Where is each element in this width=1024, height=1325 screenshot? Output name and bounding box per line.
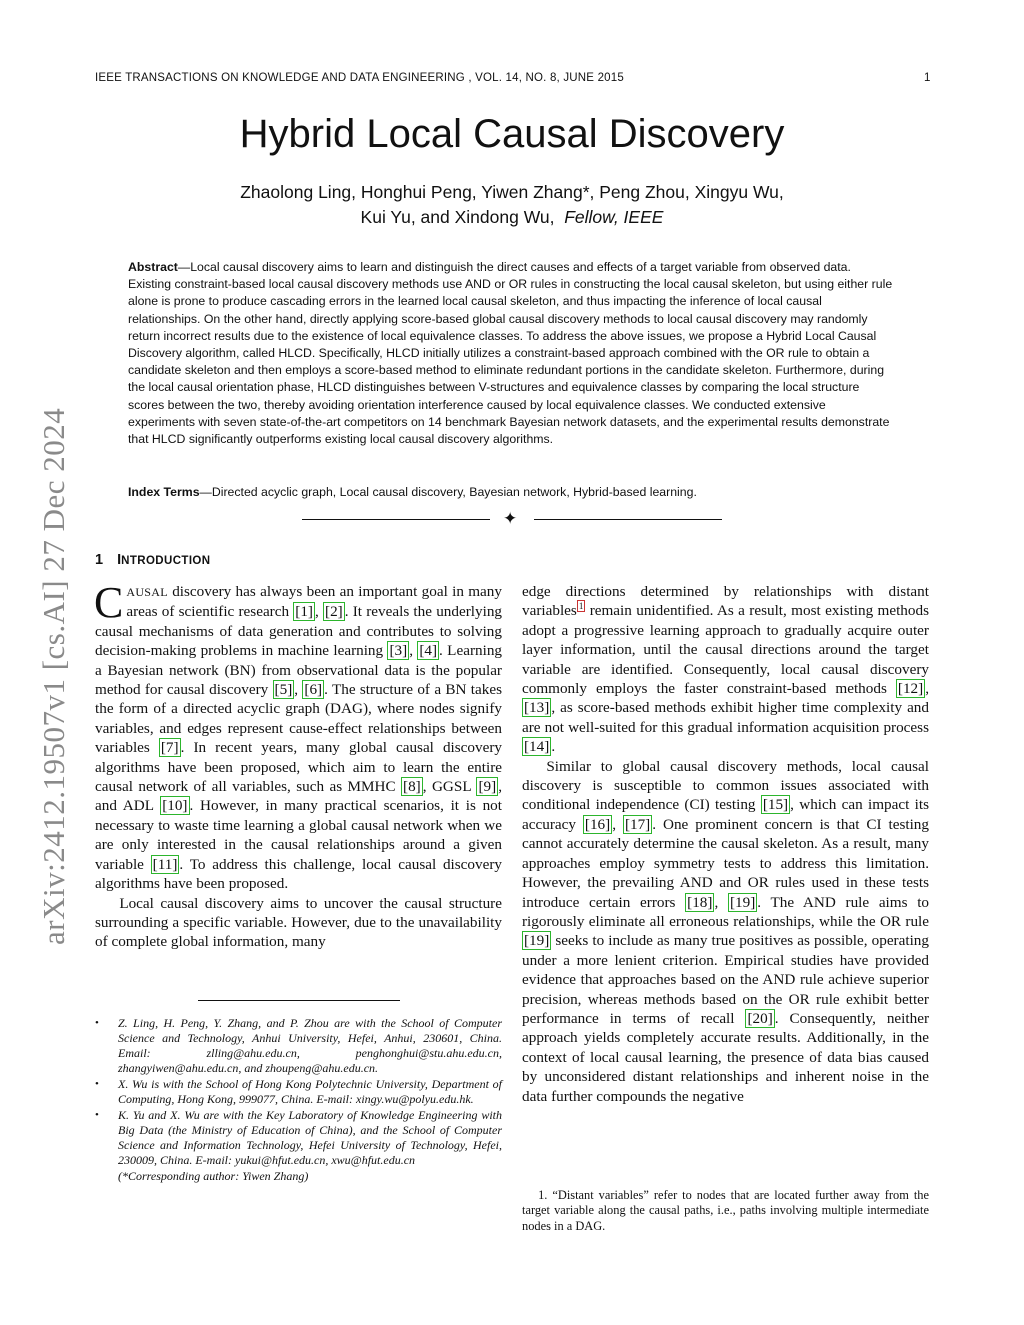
- author-line-2: [0, 205, 1024, 230]
- citation-link[interactable]: [18]: [687, 893, 713, 911]
- left-column: [94, 578, 503, 952]
- citation-link[interactable]: [16]: [584, 815, 611, 833]
- citation-link[interactable]: [11]: [152, 855, 178, 873]
- citation-link[interactable]: [8]: [403, 778, 421, 796]
- arxiv-identifier[interactable]: arXiv:2412.19507v1 [cs.AI] 27 Dec 2024: [36, 407, 71, 945]
- affiliation-item: [95, 1016, 502, 1076]
- citation-link[interactable]: [15]: [762, 796, 789, 814]
- first-word-smallcaps: AUSAL: [126, 585, 168, 599]
- section-title-initial: I: [117, 552, 122, 568]
- abstract: [128, 259, 896, 448]
- affiliation-text: X. Wu is with the School of Hong Kong Polytechnic University, Department of Computing, Hong Kong, 999077, China. E-mail: xingy.wu@polyu.edu.hk.: [118, 1077, 502, 1106]
- citation-link[interactable]: [4]: [419, 642, 438, 660]
- paper-title: Hybrid Local Causal Discovery: [239, 112, 785, 156]
- intro-paragraph-1: CAUSAL discovery has always been an important goal in many areas of scientific research [1] , [2] . It reveals the underlying causal mechanisms of data generation and contributes to solving decision-making problems in machine learning [3] , [4] . Learning a Bayesian network (BN) from observational data is the popular method for causal discovery [5] , [6] . The structure of a BN takes the form of a directed acyclic graph (DAG), where nodes signify variables, and edges represent cause-effect relationships between variables [7] . In recent years, many global causal discovery algorithms have been proposed, which aim to learn the entire causal network of all variables, such as MMHC [8] , GGSL [9] , and ADL [10] . However, in many practical scenarios, it is not necessary to waste time learning a global causal network when we are only interested in the causal relationships around a given variable [11] . To address this challenge, local causal discovery algorithms have been proposed.: [94, 578, 503, 893]
- citation-link[interactable]: [17]: [624, 815, 651, 833]
- intro-paragraph-3: edge directions determined by relationships with distant variables $^1$ remain unidentified. As a result, most existing methods adopt a progressive learning approach to gradually acquire outer layer information, until the causal directions around the target variable are identified. Consequently, local causal discovery commonly employs the faster constraint-based methods [12] , [13] , as score-based methods exhibit higher time complexity and are not well-suited for this gradual information acquisition process [14] .: [522, 583, 929, 756]
- drop-cap: C: [94, 578, 124, 627]
- citation-link[interactable]: [14]: [524, 738, 550, 756]
- citation-link[interactable]: [1]: [295, 603, 313, 621]
- author-list: [0, 180, 1024, 230]
- affiliation-item: [95, 1108, 502, 1168]
- section-divider: [302, 509, 722, 528]
- affiliation-text: K. Yu and X. Wu are with the Key Laboratory of Knowledge Engineering with Big Data (the Ministry of Education of China), and the School of Computer Science and Information Technology, Hefei University of Technology, Hefei, 230009, China. E-mail: yukui@hfut.edu.cn, xwu@hfut.edu.cn: [118, 1108, 502, 1167]
- divider-rule-right: [534, 519, 722, 520]
- citation-link[interactable]: [6]: [304, 681, 323, 699]
- citation-link[interactable]: [9]: [478, 778, 497, 796]
- citation-link[interactable]: [3]: [389, 642, 408, 660]
- bullet-icon: •: [95, 1109, 99, 1121]
- intro-paragraph-4: Similar to global causal discovery methods, local causal discovery is susceptible to common issues associated with conditional independence (CI) testing [15] , which can impact its accuracy [16] , [17] . One prominent concern is that CI testing cannot accurately determine the causal skeleton. As a result, many approaches employ symmetry tests to address this limitation. However, the prevailing AND and OR rules used in these tests introduce certain errors [18] , [19] . The AND rule aims to rigorously eliminate all erroneous relationships, while the OR rule [19] seeks to include as many true positives as possible, operating under a more lenient criterion. Empirical studies have provided evidence that approaches based on the AND rule achieve superior precision, whereas methods based on the OR rule exhibit better performance in terms of recall [20] . Consequently, neither approach yields completely accurate results. Additionally, in the context of local causal learning, the presence of data bias caused by unconsidered distant relationships and inherent noise in the data further compounds the negative: [522, 757, 930, 1105]
- citation-link[interactable]: [12]: [897, 680, 924, 698]
- citation-link[interactable]: [10]: [162, 797, 188, 815]
- abstract-label: Abstract: [128, 260, 178, 274]
- author-fellow-note: Fellow, IEEE: [564, 207, 664, 227]
- citation-link[interactable]: [19]: [524, 932, 550, 950]
- affiliation-item: [95, 1077, 502, 1107]
- divider-diamond-icon: ✦: [503, 509, 518, 528]
- page-number: 1: [924, 72, 931, 84]
- section-heading: [95, 552, 210, 568]
- section-title-rest: NTRODUCTION: [121, 555, 211, 567]
- affiliations: [95, 1016, 502, 1184]
- citation-link[interactable]: [19]: [729, 893, 756, 911]
- section-number: 1: [95, 552, 104, 568]
- citation-link[interactable]: [20]: [747, 1009, 773, 1027]
- citation-link[interactable]: [13]: [524, 699, 550, 717]
- bullet-icon: •: [95, 1017, 99, 1029]
- citation-link[interactable]: [5]: [274, 681, 293, 699]
- footnote-1: 1. “Distant variables” refer to nodes that are located further away from the target variable along the causal paths, i.e., paths involving multiple intermediate nodes in a DAG.: [522, 1188, 929, 1233]
- footnote-rule: [198, 1000, 400, 1001]
- index-terms: [128, 485, 896, 499]
- index-terms-text: —Directed acyclic graph, Local causal discovery, Bayesian network, Hybrid-based learning.: [199, 485, 697, 499]
- citation-link[interactable]: [7]: [160, 739, 179, 757]
- author-line-2-names: Kui Yu, and Xindong Wu,: [360, 207, 555, 227]
- citation-link[interactable]: [2]: [325, 603, 343, 621]
- index-terms-label: Index Terms: [128, 485, 200, 499]
- author-line-1: Zhaolong Ling, Honghui Peng, Yiwen Zhang*, Peng Zhou, Xingyu Wu,: [240, 182, 784, 202]
- intro-paragraph-2: Local causal discovery aims to uncover the causal structure surrounding a specific variable. However, due to the unavailability of complete global information, many: [95, 894, 502, 951]
- corresponding-author-note: (*Corresponding author: Yiwen Zhang): [118, 1169, 309, 1183]
- affiliation-text: Z. Ling, H. Peng, Y. Zhang, and P. Zhou are with the School of Computer Science and Technology, Anhui University, Hefei, Anhui, 230601, China. Email: zlling@ahu.edu.cn, penghonghui@stu.ahu.edu.cn, zhangyiwen@ahu.edu.cn, and zhoupeng@ahu.edu.cn.: [118, 1016, 502, 1075]
- right-column: [522, 582, 929, 1106]
- divider-rule-left: [302, 519, 490, 520]
- abstract-text: —Local causal discovery aims to learn and distinguish the direct causes and effects of a target variable from observed data. Existing constraint-based local causal discovery methods use AND or OR rules in constructing the local causal skeleton, but using either rule alone is prone to produce cascading errors in the learned local causal skeleton, and thus impacting the inference of local causal relationships. On the other hand, directly applying score-based global causal discovery methods to local causal discovery may randomly return incorrect results due to the existence of local equivalence classes. To address the above issues, we propose a Hybrid Local Causal Discovery algorithm, called HLCD. Specifically, HLCD initially utilizes a constraint-based approach combined with the OR rule to obtain a candidate skeleton and then employs a score-based method to eliminate redundant portions in the candidate skeleton. Furthermore, during the local causal orientation phase, HLCD distinguishes between V-structures and equivalence classes by comparing the local structure scores between the two, thereby avoiding orientation interference caused by local equivalence classes. We conducted extensive experiments with seven state-of-the-art competitors on 14 benchmark Bayesian network datasets, and the experimental results demonstrate that HLCD significantly outperforms existing local causal discovery algorithms.: [128, 260, 893, 447]
- footnote-marker[interactable]: 1: [578, 601, 584, 612]
- bullet-icon: •: [95, 1078, 99, 1090]
- running-header: IEEE TRANSACTIONS ON KNOWLEDGE AND DATA ENGINEERING , VOL. 14, NO. 8, JUNE 2015: [95, 72, 624, 84]
